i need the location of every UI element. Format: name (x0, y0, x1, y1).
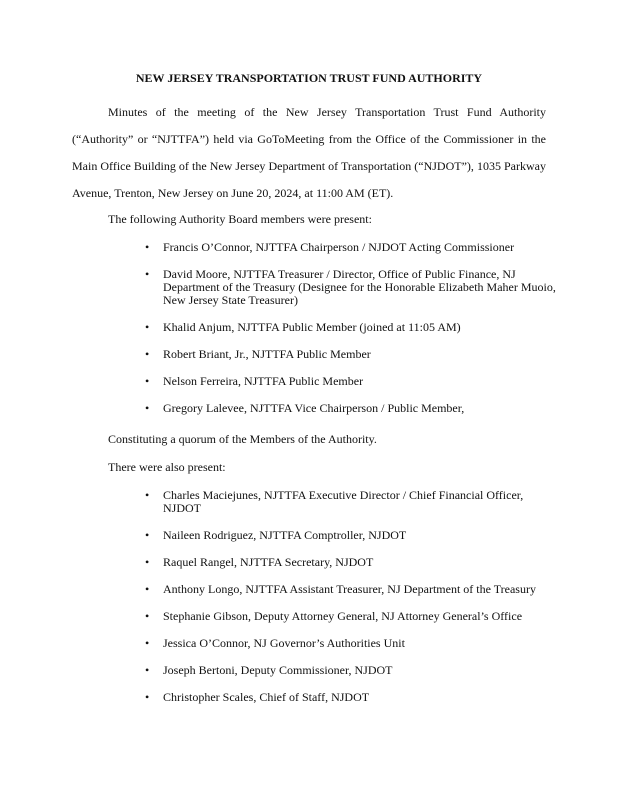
list-item: • Charles Maciejunes, NJTTFA Executive Director / Chief Financial Officer, NJDOT (163, 489, 563, 515)
list-item: • Robert Briant, Jr., NJTTFA Public Member (163, 348, 563, 361)
also-present-list (163, 489, 563, 718)
list-item: • Stephanie Gibson, Deputy Attorney General, NJ Attorney General’s Office (163, 610, 563, 623)
list-item: • Nelson Ferreira, NJTTFA Public Member (163, 375, 563, 388)
also-present-heading: There were also present: (108, 460, 226, 474)
list-item: • Francis O’Connor, NJTTFA Chairperson / NJDOT Acting Commissioner (163, 241, 563, 254)
list-item: • Christopher Scales, Chief of Staff, NJDOT (163, 691, 563, 704)
board-members-list (163, 241, 563, 429)
document-title: NEW JERSEY TRANSPORTATION TRUST FUND AUTHORITY (135, 71, 483, 85)
list-item: • Khalid Anjum, NJTTFA Public Member (joined at 11:05 AM) (163, 321, 563, 334)
list-item: • David Moore, NJTTFA Treasurer / Director, Office of Public Finance, NJ Department of the Treasury (Designee for the Honorable Elizabeth Maher Muoio, New Jersey State Treasurer) (163, 268, 563, 307)
list-item: • Raquel Rangel, NJTTFA Secretary, NJDOT (163, 556, 563, 569)
list-item: • Jessica O’Connor, NJ Governor’s Authorities Unit (163, 637, 563, 650)
list-item: • Joseph Bertoni, Deputy Commissioner, NJDOT (163, 664, 563, 677)
list-item: • Anthony Longo, NJTTFA Assistant Treasurer, NJ Department of the Treasury (163, 583, 563, 596)
list-item: • Gregory Lalevee, NJTTFA Vice Chairperson / Public Member, (163, 402, 563, 415)
list-item: • Naileen Rodriguez, NJTTFA Comptroller, NJDOT (163, 529, 563, 542)
board-heading: The following Authority Board members were present: (108, 212, 372, 226)
quorum-text: Constituting a quorum of the Members of the Authority. (108, 432, 377, 446)
intro-paragraph: Minutes of the meeting of the New Jersey Transportation Trust Fund Authority (“Authority” or “NJTTFA”) held via GoToMeeting from the Office of the Commissioner in the Main Office Building of the New Jersey Department of Transportation (“NJDOT”), 1035 Parkway Avenue, Trenton, New Jersey on June 20, 2024, at 11:00 AM (ET). (72, 105, 546, 200)
